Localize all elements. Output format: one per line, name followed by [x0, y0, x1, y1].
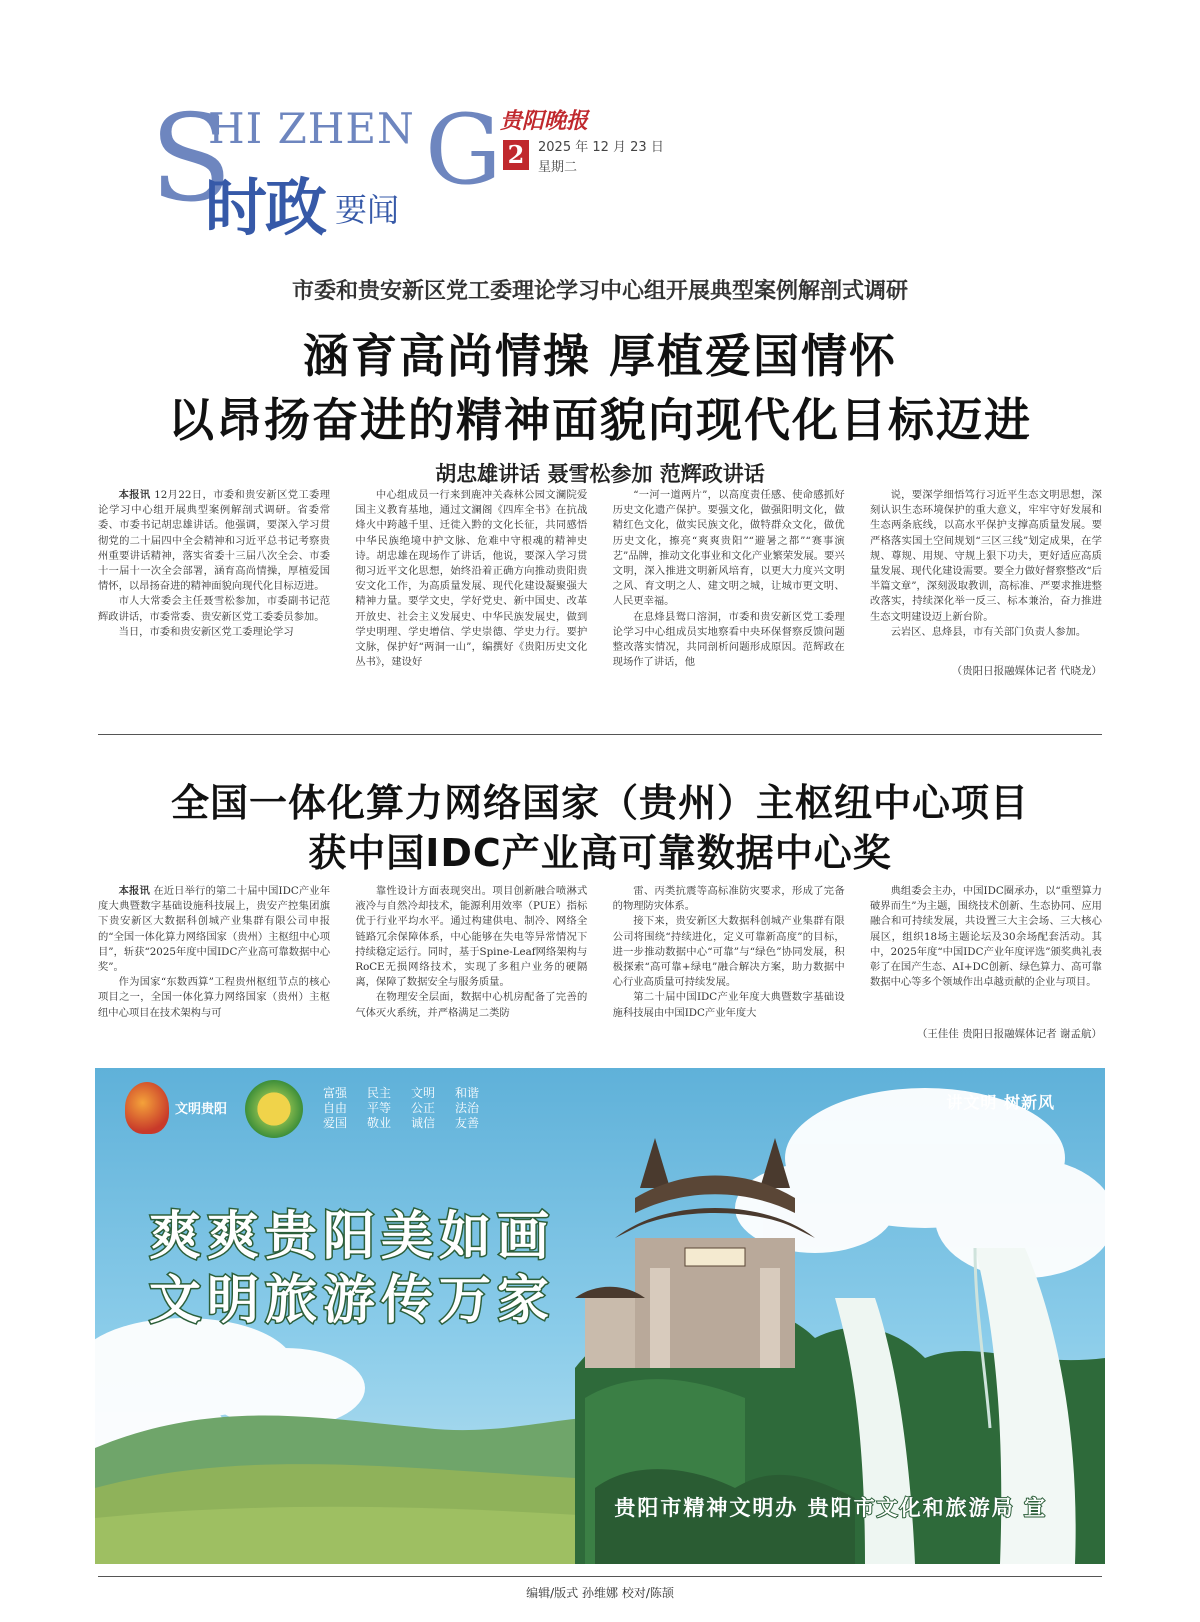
article2-paragraph-text: 典组委会主办，中国IDC圈承办，以“重塑算力 破界而生”为主题，围绕技术创新、生态协同、应用融合和可持续发展，共设置三大主会场、三大核心展区，组织18场主题论坛及30余场配套活动。其中，2025年度“中国IDC产业年度评选”颁奖典礼表彰了在国产生态、AI+DC创新、绿色算力、高可靠数据中心等多个领域作出卓越贡献的企业与项目。	[869, 885, 1102, 989]
article2-paragraph-text: 作为国家“东数西算”工程贵州枢纽节点的核心项目之一，全国一体化算力网络国家（贵州）主枢纽中心项目在技术架构与可	[98, 976, 330, 1019]
emblem-icon	[245, 1080, 303, 1138]
article2-paragraph	[870, 884, 1102, 990]
page-footer: 编辑/版式 孙维娜 校对/陈颉	[526, 1586, 674, 1600]
core-values-grid	[323, 1086, 489, 1131]
article2-paragraph-text: 在物理安全层面，数据中心机房配备了完善的气体灭火系统，并严格满足二类防	[355, 991, 588, 1019]
article2-paragraph-text: 在近日举行的第二十届中国IDC产业年度大典暨数字基础设施科技展上，贵安产控集团旗下贵安新区大数据科创城产业集群有限公司申报的“全国一体化算力网络国家（贵州）主枢纽中心项目”，斩获“2025年度中国IDC产业高可靠数据中心奖”。	[98, 885, 330, 974]
core-value: 文明	[411, 1086, 436, 1100]
article1-paragraph-text: 市人大常委会主任聂雪松参加，市委副书记范辉政讲话，市委常委、贵安新区党工委委员参加。	[98, 595, 330, 623]
issue-weekday: 星期二	[538, 160, 578, 175]
section-title: 时政	[205, 171, 326, 244]
article2-paragraph	[98, 884, 330, 975]
core-value: 公正	[411, 1101, 436, 1115]
article1-paragraph-text: 12月22日，市委和贵安新区党工委理论学习中心组开展典型案例解剖式调研。省委常委、市委书记胡忠雄讲话。他强调，要深入学习贯彻党的二十届四中全会精神和习近平总书记考察贵州重要讲话精神，落实省委十三届八次全会、市委十一届十一次全会部署，涵育高尚情操，厚植爱国情怀，以昂扬奋进的精神面貌向现代化目标迈进。	[98, 489, 330, 593]
article1-paragraph	[613, 610, 845, 671]
article1-paragraph	[870, 488, 1102, 625]
article1-dateline: 本报讯	[118, 489, 151, 501]
article2-dateline: 本报讯	[118, 885, 150, 897]
core-value: 民主	[367, 1086, 392, 1100]
article1-credit: （贵阳日报融媒体记者 代晓龙）	[951, 665, 1102, 677]
article2-paragraph	[613, 884, 845, 914]
article2-paragraph-text: 雷、丙类抗震等高标准防灾要求，形成了完备的物理防灾体系。	[612, 885, 845, 913]
article2-column	[98, 884, 330, 1029]
ad-slogan-line1: 爽爽贵阳美如画	[149, 1207, 556, 1267]
article1-paragraph	[613, 488, 845, 610]
issue-date: 2025 年 12 月 23 日	[538, 140, 664, 155]
article1-paragraph-text: 说，要深学细悟笃行习近平生态文明思想，深刻认识生态环境保护的重大意义，牢牢守好发展和生态两条底线，以高水平保护支撑高质量发展。要严格落实国土空间规划“三区三线”划定成果，在学规、尊规、用规、守规上狠下功夫，更好适应高质量发展、现代化建设需要。要全力做好督察整改“后半篇文章”，深刻汲取教训，高标准、严要求推进整改落实，持续深化举一反三、标本兼治，奋力推进生态文明建设迈上新台阶。	[869, 489, 1102, 623]
article2-body	[98, 884, 1102, 1029]
article1-paragraph-text: 在息烽县鸳口溶洞，市委和贵安新区党工委理论学习中心组成员实地察看中央环保督察反馈问题整改落实情况，共同剖析问题形成原因。范辉政在现场作了讲话，他	[612, 610, 845, 669]
article2-headline-line2: 获中国IDC产业高可靠数据中心奖	[308, 831, 892, 875]
article1-column	[870, 488, 1102, 680]
core-value: 敬业	[367, 1116, 392, 1130]
article1-paragraph	[98, 488, 330, 594]
article2-column	[870, 884, 1102, 1029]
article2-paragraph-text: 靠性设计方面表现突出。项目创新融合喷淋式液冷与自然冷却技术，能源利用效率（PUE）指标优于行业平均水平。通过构建供电、制冷、网络全链路冗余保障体系，中心能够在失电等异常情况下持续稳定运行。同时，基于Spine-Leaf网络架构与RoCE无损网络技术，实现了多租户业务的硬隔离，保障了数据安全与服务质量。	[355, 885, 588, 989]
article2-paragraph	[355, 990, 587, 1020]
article1-column	[98, 488, 330, 680]
masthead-latin-g: G	[425, 94, 502, 206]
core-value: 平等	[367, 1101, 392, 1115]
article2-column	[613, 884, 845, 1029]
newspaper-brand: 贵阳晚报	[500, 108, 589, 134]
core-value: 友善	[455, 1116, 480, 1130]
ad-logo-text: 文明贵阳	[175, 1102, 228, 1117]
article2-paragraph-text: 接下来，贵安新区大数据科创城产业集群有限公司将围绕“持续进化，定义可靠新高度”的目标，进一步推动数据中心“可靠”与“绿色”协同发展，积极探索“高可靠+绿电”融合解决方案，助力数据中心行业高质量可持续发展。	[612, 915, 845, 989]
article1-headline-line1: 涵育高尚情操 厚植爱国情怀	[302, 329, 897, 383]
article2-paragraph	[613, 914, 845, 990]
masthead-latin-s: S	[150, 90, 233, 229]
article1-body	[98, 488, 1102, 680]
core-value: 法治	[455, 1101, 480, 1115]
article1-paragraph-text: 云岩区、息烽县，市有关部门负责人参加。	[890, 625, 1087, 638]
article2-paragraph	[98, 975, 330, 1021]
article1-column	[355, 488, 587, 680]
subsection-title: 要闻	[335, 191, 400, 229]
masthead-latin-mid: HI ZHEN	[208, 104, 415, 153]
article1-headline-line2: 以昂扬奋进的精神面貌向现代化目标迈进	[168, 393, 1032, 447]
page-number: 2	[503, 140, 529, 170]
article1-column	[613, 488, 845, 680]
pavilion-gate	[575, 1138, 815, 1368]
footer-divider	[98, 1576, 1102, 1577]
article1-paragraph	[98, 625, 330, 640]
core-value: 爱国	[323, 1116, 348, 1130]
masthead	[150, 90, 670, 244]
core-value: 和谐	[455, 1086, 480, 1100]
article1-kicker: 市委和贵安新区党工委理论学习中心组开展典型案例解剖式调研	[291, 279, 908, 304]
article1-paragraph	[355, 488, 587, 670]
section-divider	[98, 734, 1102, 735]
article1-paragraph-text: 当日，市委和贵安新区党工委理论学习	[118, 625, 294, 638]
article2-paragraph	[355, 884, 587, 990]
article1-credit-row	[98, 664, 1102, 679]
article2-credit-row	[98, 1027, 1102, 1042]
article2-column	[355, 884, 587, 1029]
article1-paragraph	[870, 625, 1102, 640]
core-value: 自由	[323, 1101, 348, 1115]
article2-headline-line1: 全国一体化算力网络国家（贵州）主枢纽中心项目	[170, 781, 1029, 825]
article1-paragraph-text: “一河一道两片”，以高度责任感、使命感抓好历史文化遗产保护。要强文化，做强阳明文化，做精红色文化，做实民族文化，做特群众文化，做优历史文化，擦亮“爽爽贵阳”“避暑之都”“赛事演艺”品牌，推动文化事业和文化产业繁荣发展。要兴文明，深入推进文明新风培育，以更大力度兴文明之风、育文明之人、建文明之城，让城市更文明、人民更幸福。	[612, 489, 845, 608]
core-value: 富强	[323, 1086, 348, 1100]
ad-slogan-line2: 文明旅游传万家	[149, 1271, 556, 1331]
core-value: 诚信	[411, 1116, 436, 1130]
ad-tagline: 讲文明 树新风	[946, 1093, 1055, 1112]
civilization-logo-icon	[125, 1082, 169, 1134]
article2-credit: （王佳佳 贵阳日报融媒体记者 谢孟航）	[916, 1028, 1102, 1040]
article2-paragraph	[613, 990, 845, 1020]
ad-sponsor: 贵阳市精神文明办 贵阳市文化和旅游局 宣	[614, 1496, 1047, 1520]
article1-subhead: 胡忠雄讲话 聂雪松参加 范辉政讲话	[435, 462, 765, 486]
article1-paragraph-text: 中心组成员一行来到鹿冲关森林公园文澜院爱国主义教育基地，通过文澜阁《四库全书》在抗战烽火中跨越千里、迁徙入黔的文化长征，共同感悟中华民族绝境中护文脉、危难中守根魂的精神史诗。胡忠雄在现场作了讲话，他说，要深入学习贯彻习近平文化思想，始终沿着正确方向推动贵阳贵安文化工作，为高质量发展、现代化建设凝聚强大精神力量。要学文史，学好党史、新中国史、改革开放史、社会主义发展史、中华民族发展史，做到学史明理、学史增信、学史崇德、学史力行。要护文脉，保护好“两洞一山”，编撰好《贵阳历史文化丛书》，建设好	[355, 489, 588, 669]
civilization-ad-banner	[95, 1068, 1105, 1564]
article2-paragraph-text: 第二十届中国IDC产业年度大典暨数字基础设施科技展由中国IDC产业年度大	[612, 991, 845, 1019]
article1-paragraph	[98, 594, 330, 624]
